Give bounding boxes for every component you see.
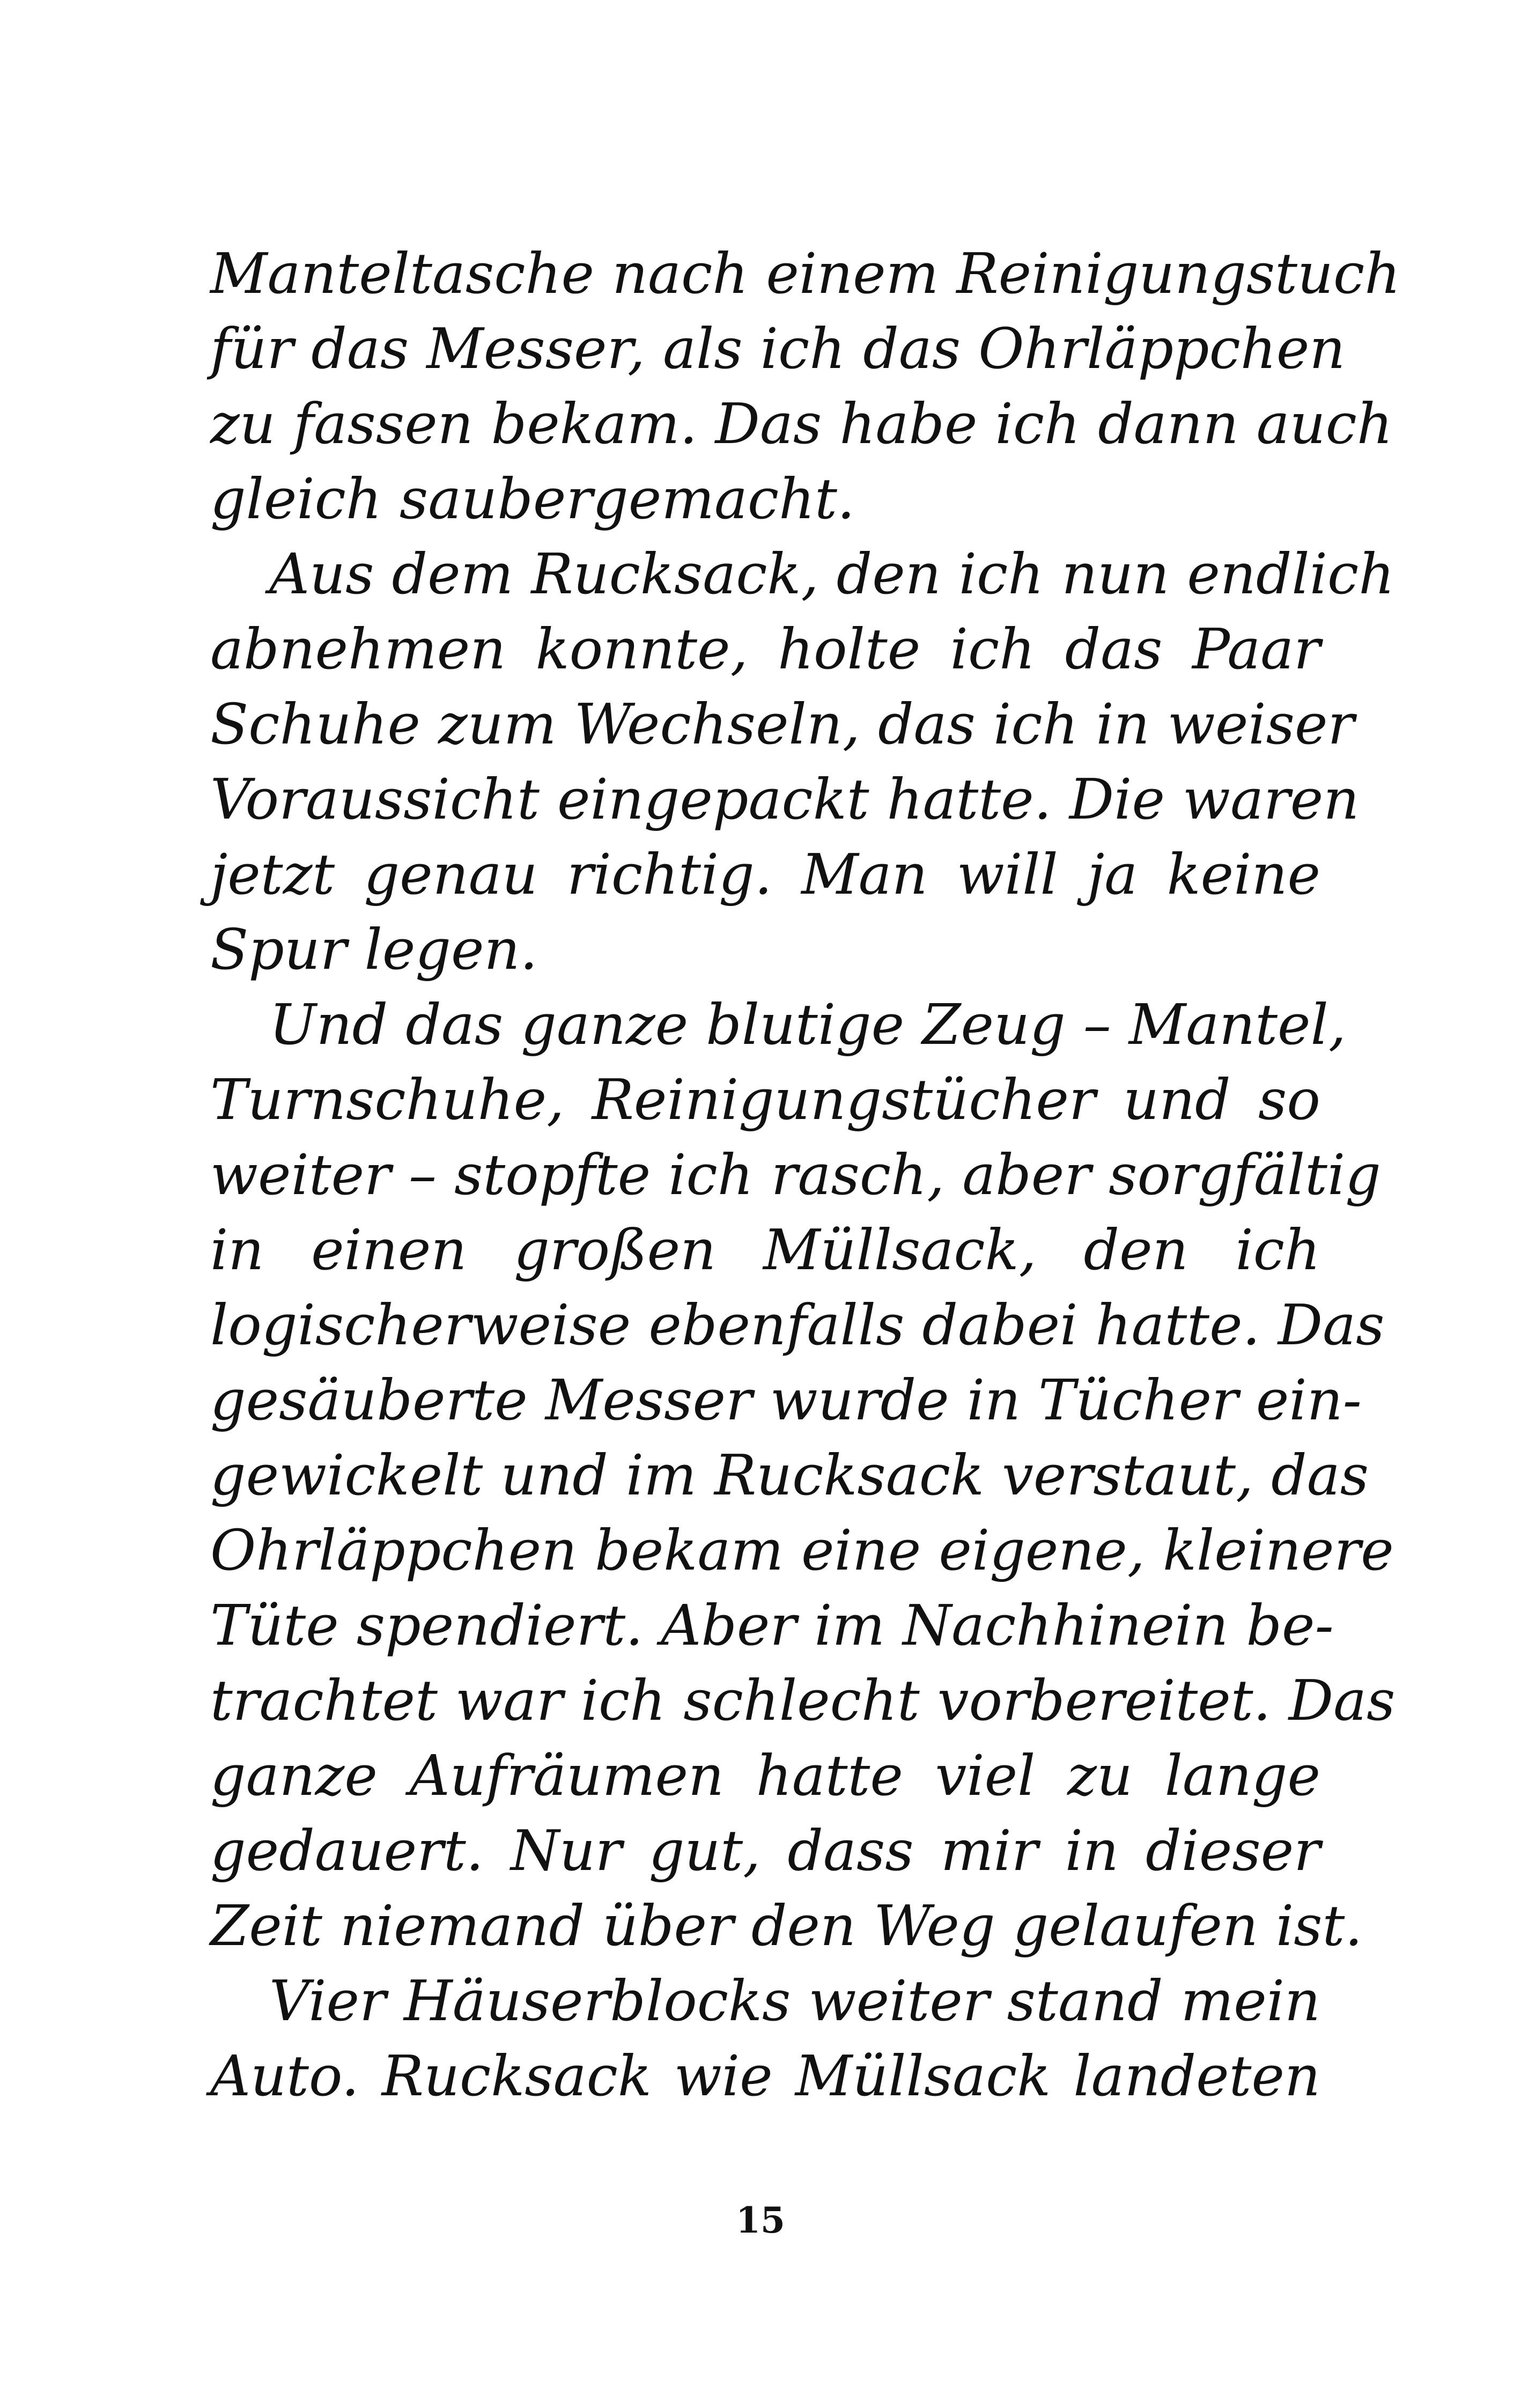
text-line: Und das ganze blutige Zeug – Mantel, [269, 992, 1346, 1057]
text-line: Voraussicht eingepackt hatte. Die waren [210, 767, 1360, 832]
text-line: Spur legen. [210, 917, 538, 982]
text-line: zu fassen bekam. Das habe ich dann auch [210, 391, 1393, 456]
text-line: jetzt genau richtig. Man will ja keine [210, 842, 1320, 907]
text-line: weiter – stopfte ich rasch, aber sorgfältig [210, 1142, 1381, 1207]
page-number: 15 [736, 2199, 785, 2241]
text-line: Auto. Rucksack wie Müllsack landeten [210, 2043, 1320, 2109]
text-line: Schuhe zum Wechseln, das ich in weiser [210, 691, 1355, 757]
text-line: Tüte spendiert. Aber im Nachhinein be- [210, 1593, 1334, 1658]
text-line: Ohrläppchen bekam eine eigene, kleinere [210, 1518, 1394, 1583]
text-line: Manteltasche nach einem Reinigungstuch [210, 241, 1401, 306]
text-line: Turnschuhe, Reinigungstücher und so [210, 1067, 1320, 1132]
text-line: Vier Häuserblocks weiter stand mein [269, 1968, 1320, 2034]
text-line: Zeit niemand über den Weg gelaufen ist. [210, 1893, 1363, 1958]
text-line: gesäuberte Messer wurde in Tücher ein- [210, 1367, 1362, 1433]
text-line: in einen großen Müllsack, den ich [210, 1217, 1320, 1283]
text-line: logischerweise ebenfalls dabei hatte. Das [210, 1292, 1385, 1358]
text-line: abnehmen konnte, holte ich das Paar [210, 616, 1320, 682]
text-line: für das Messer, als ich das Ohrläppchen [210, 316, 1346, 381]
text-line: gewickelt und im Rucksack verstaut, das [210, 1442, 1369, 1508]
text-line: trachtet war ich schlecht vorbereitet. Das [210, 1668, 1396, 1733]
text-line: Aus dem Rucksack, den ich nun endlich [269, 541, 1395, 607]
text-line: ganze Aufräumen hatte viel zu lange [210, 1743, 1320, 1808]
text-line: gleich saubergemacht. [210, 466, 855, 532]
text-line: gedauert. Nur gut, dass mir in dieser [210, 1818, 1320, 1883]
body-text [210, 236, 1401, 2114]
